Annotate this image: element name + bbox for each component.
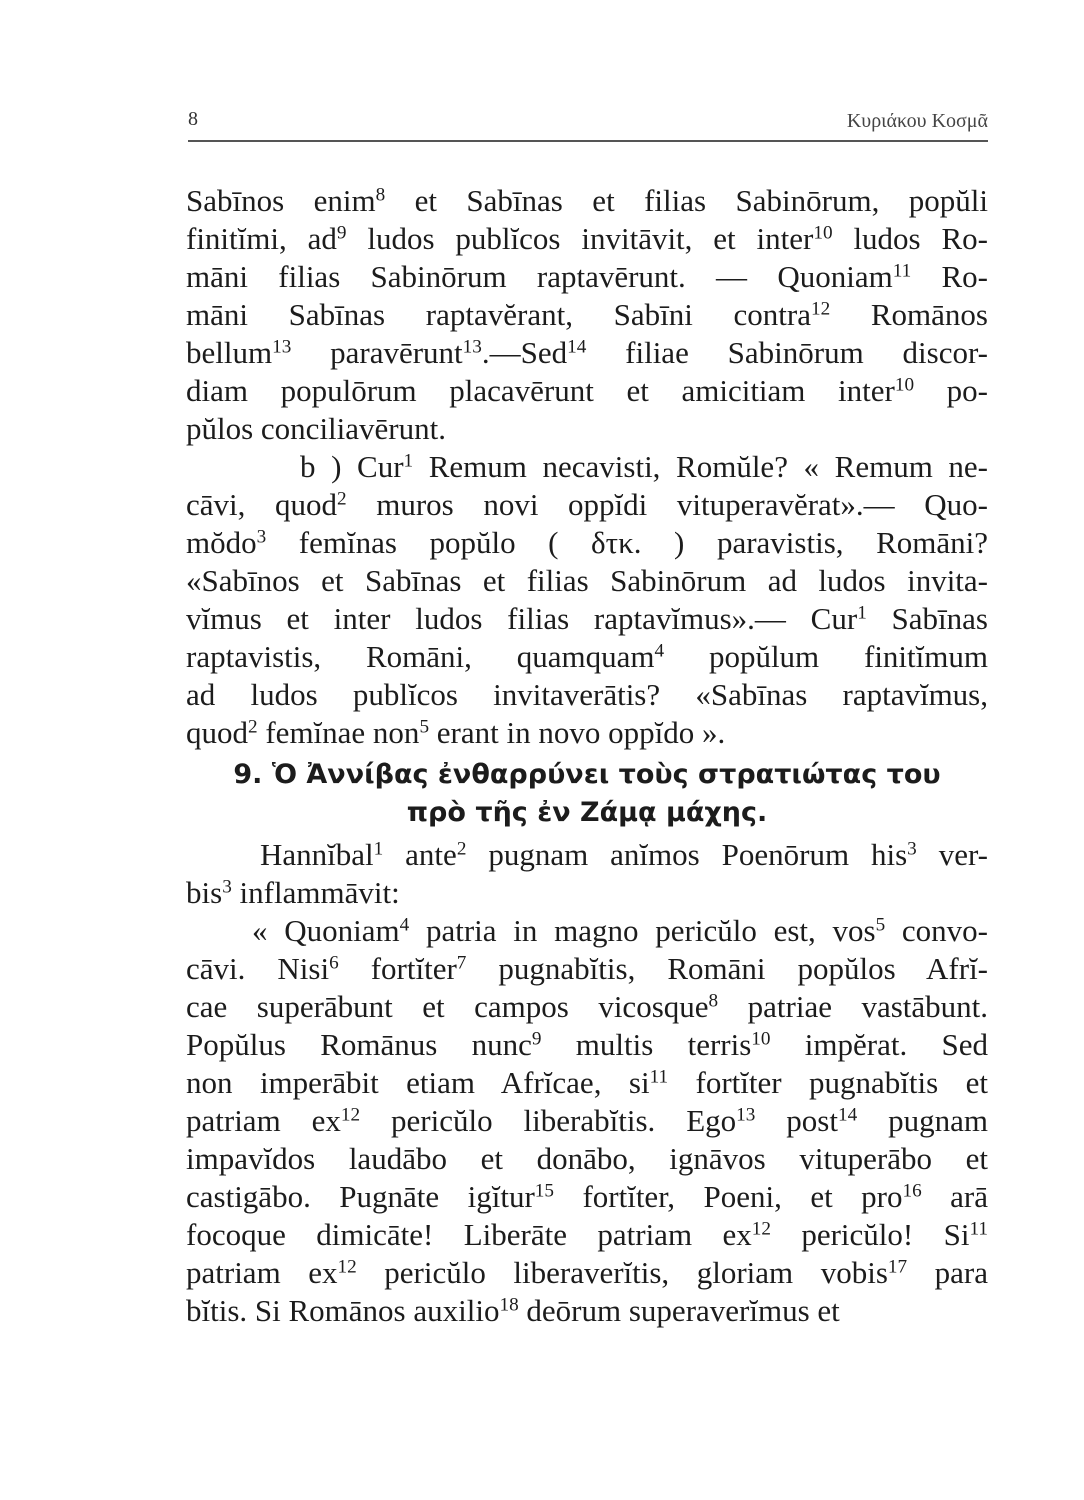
text-line: diam populōrum placavērunt et amicitiam inter$^{10}$ po- [186, 373, 988, 408]
running-title: Κυριάκου Κοσμᾶ [846, 110, 988, 132]
text-line: vĭmus et inter ludos filias raptavĭmus».— Cur$^1$ Sabīnas [186, 601, 988, 636]
text-line: Popŭlus Romānus nunc$^9$ multis terris$^{10}$ impĕrat. Sed [186, 1027, 988, 1062]
text-line: māni filias Sabinōrum raptavērunt. — Quoniam$^{11}$ Ro- [186, 259, 988, 294]
paragraph [186, 912, 988, 1330]
text-line: bis$^3$ inflammāvit: [186, 875, 400, 910]
text-line: castigābo. Pugnāte igĭtur$^{15}$ fortĭter, Poeni, et pro$^{16}$ arā [186, 1179, 988, 1214]
section-heading-line-1: 9. Ὁ Ἀννίβας ἐνθαρρύνει τοὺς στρατιώτας του [233, 759, 941, 790]
section-heading-line-2: πρὸ τῆς ἐν Ζάμᾳ μάχης. [406, 797, 768, 828]
page-number: 8 [188, 108, 198, 130]
text-line: mŏdo$^3$ femĭnas popŭlo ( δτκ. ) paravistis, Romāni? [186, 525, 988, 560]
page-header [188, 100, 988, 142]
text-line: patriam $ex^{12}$ pericŭlo liberabĭtis. Ego$^{13}$ post$^{14}$ pugnam [186, 1103, 988, 1138]
paragraph [186, 182, 988, 448]
text-line: raptavistis, Romāni, quamquam$^4$ popŭlum finitĭmum [186, 639, 988, 674]
text-line: māni Sabīnas raptavĕrant, Sabīni contra$^{12}$ Romānos [186, 297, 988, 332]
text-line: finitĭmi, $ad^9$ ludos publĭcos invitāvit, et inter$^{10}$ ludos Ro- [186, 221, 988, 256]
text-line: « Quoniam$^4$ patria in magno pericŭlo est, vos$^5$ convo- [252, 913, 988, 948]
text-line: bellum$^{13}$ paravērunt$^{13}$.—Sed$^{14}$ filiae Sabinōrum discor- [186, 335, 988, 370]
text-line: ad ludos publĭcos invitaverātis? «Sabīnas raptavĭmus, [186, 677, 988, 712]
text-line: patriam $ex^{12}$ pericŭlo liberaverĭtis, gloriam vobis$^{17}$ para [186, 1255, 988, 1290]
text-line: b ) Cur$^1$ Remum necavisti, Romŭle? « Remum ne- [300, 449, 988, 484]
text-line: impavĭdos laudābo et donābo, ignāvos vituperābo et [186, 1141, 988, 1176]
page-body [186, 182, 988, 1330]
text-line: «Sabīnos et Sabīnas et filias Sabinōrum ad ludos invita- [186, 563, 988, 598]
paragraph [186, 448, 988, 752]
text-line: quod$^2$ femĭnae non$^5$ erant in novo oppĭdo ». [186, 715, 726, 750]
text-line: cāvi. Nisi$^6$ fortĭter$^7$ pugnabĭtis, Romāni popŭlos Afrĭ- [186, 951, 988, 986]
text-line: pŭlos conciliavērunt. [186, 411, 446, 446]
paragraph [186, 836, 988, 912]
text-line: Sabīnos enim$^8$ et Sabīnas et filias Sabinōrum, popŭli [186, 183, 988, 218]
text-line: bĭtis. Si Romānos auxilio$^{18}$ deōrum superaverĭmus et [186, 1293, 840, 1328]
text-line: focoque dimicāte! Liberāte patriam $ex^{12}$ pericŭlo! Si$^{11}$ [186, 1217, 988, 1252]
text-line: Hannĭbal$^1$ ante$^2$ pugnam anĭmos Poenōrum his$^3$ ver- [260, 837, 988, 872]
text-line: cāvi, quod$^2$ muros novi oppĭdi vituperavĕrat».— Quo- [186, 487, 988, 522]
text-line: cae superābunt et campos vicosque$^8$ patriae vastābunt. [186, 989, 988, 1024]
text-line: non imperābit etiam Afrĭcae, $si^{11}$ fortĭter pugnabĭtis et [186, 1065, 988, 1100]
